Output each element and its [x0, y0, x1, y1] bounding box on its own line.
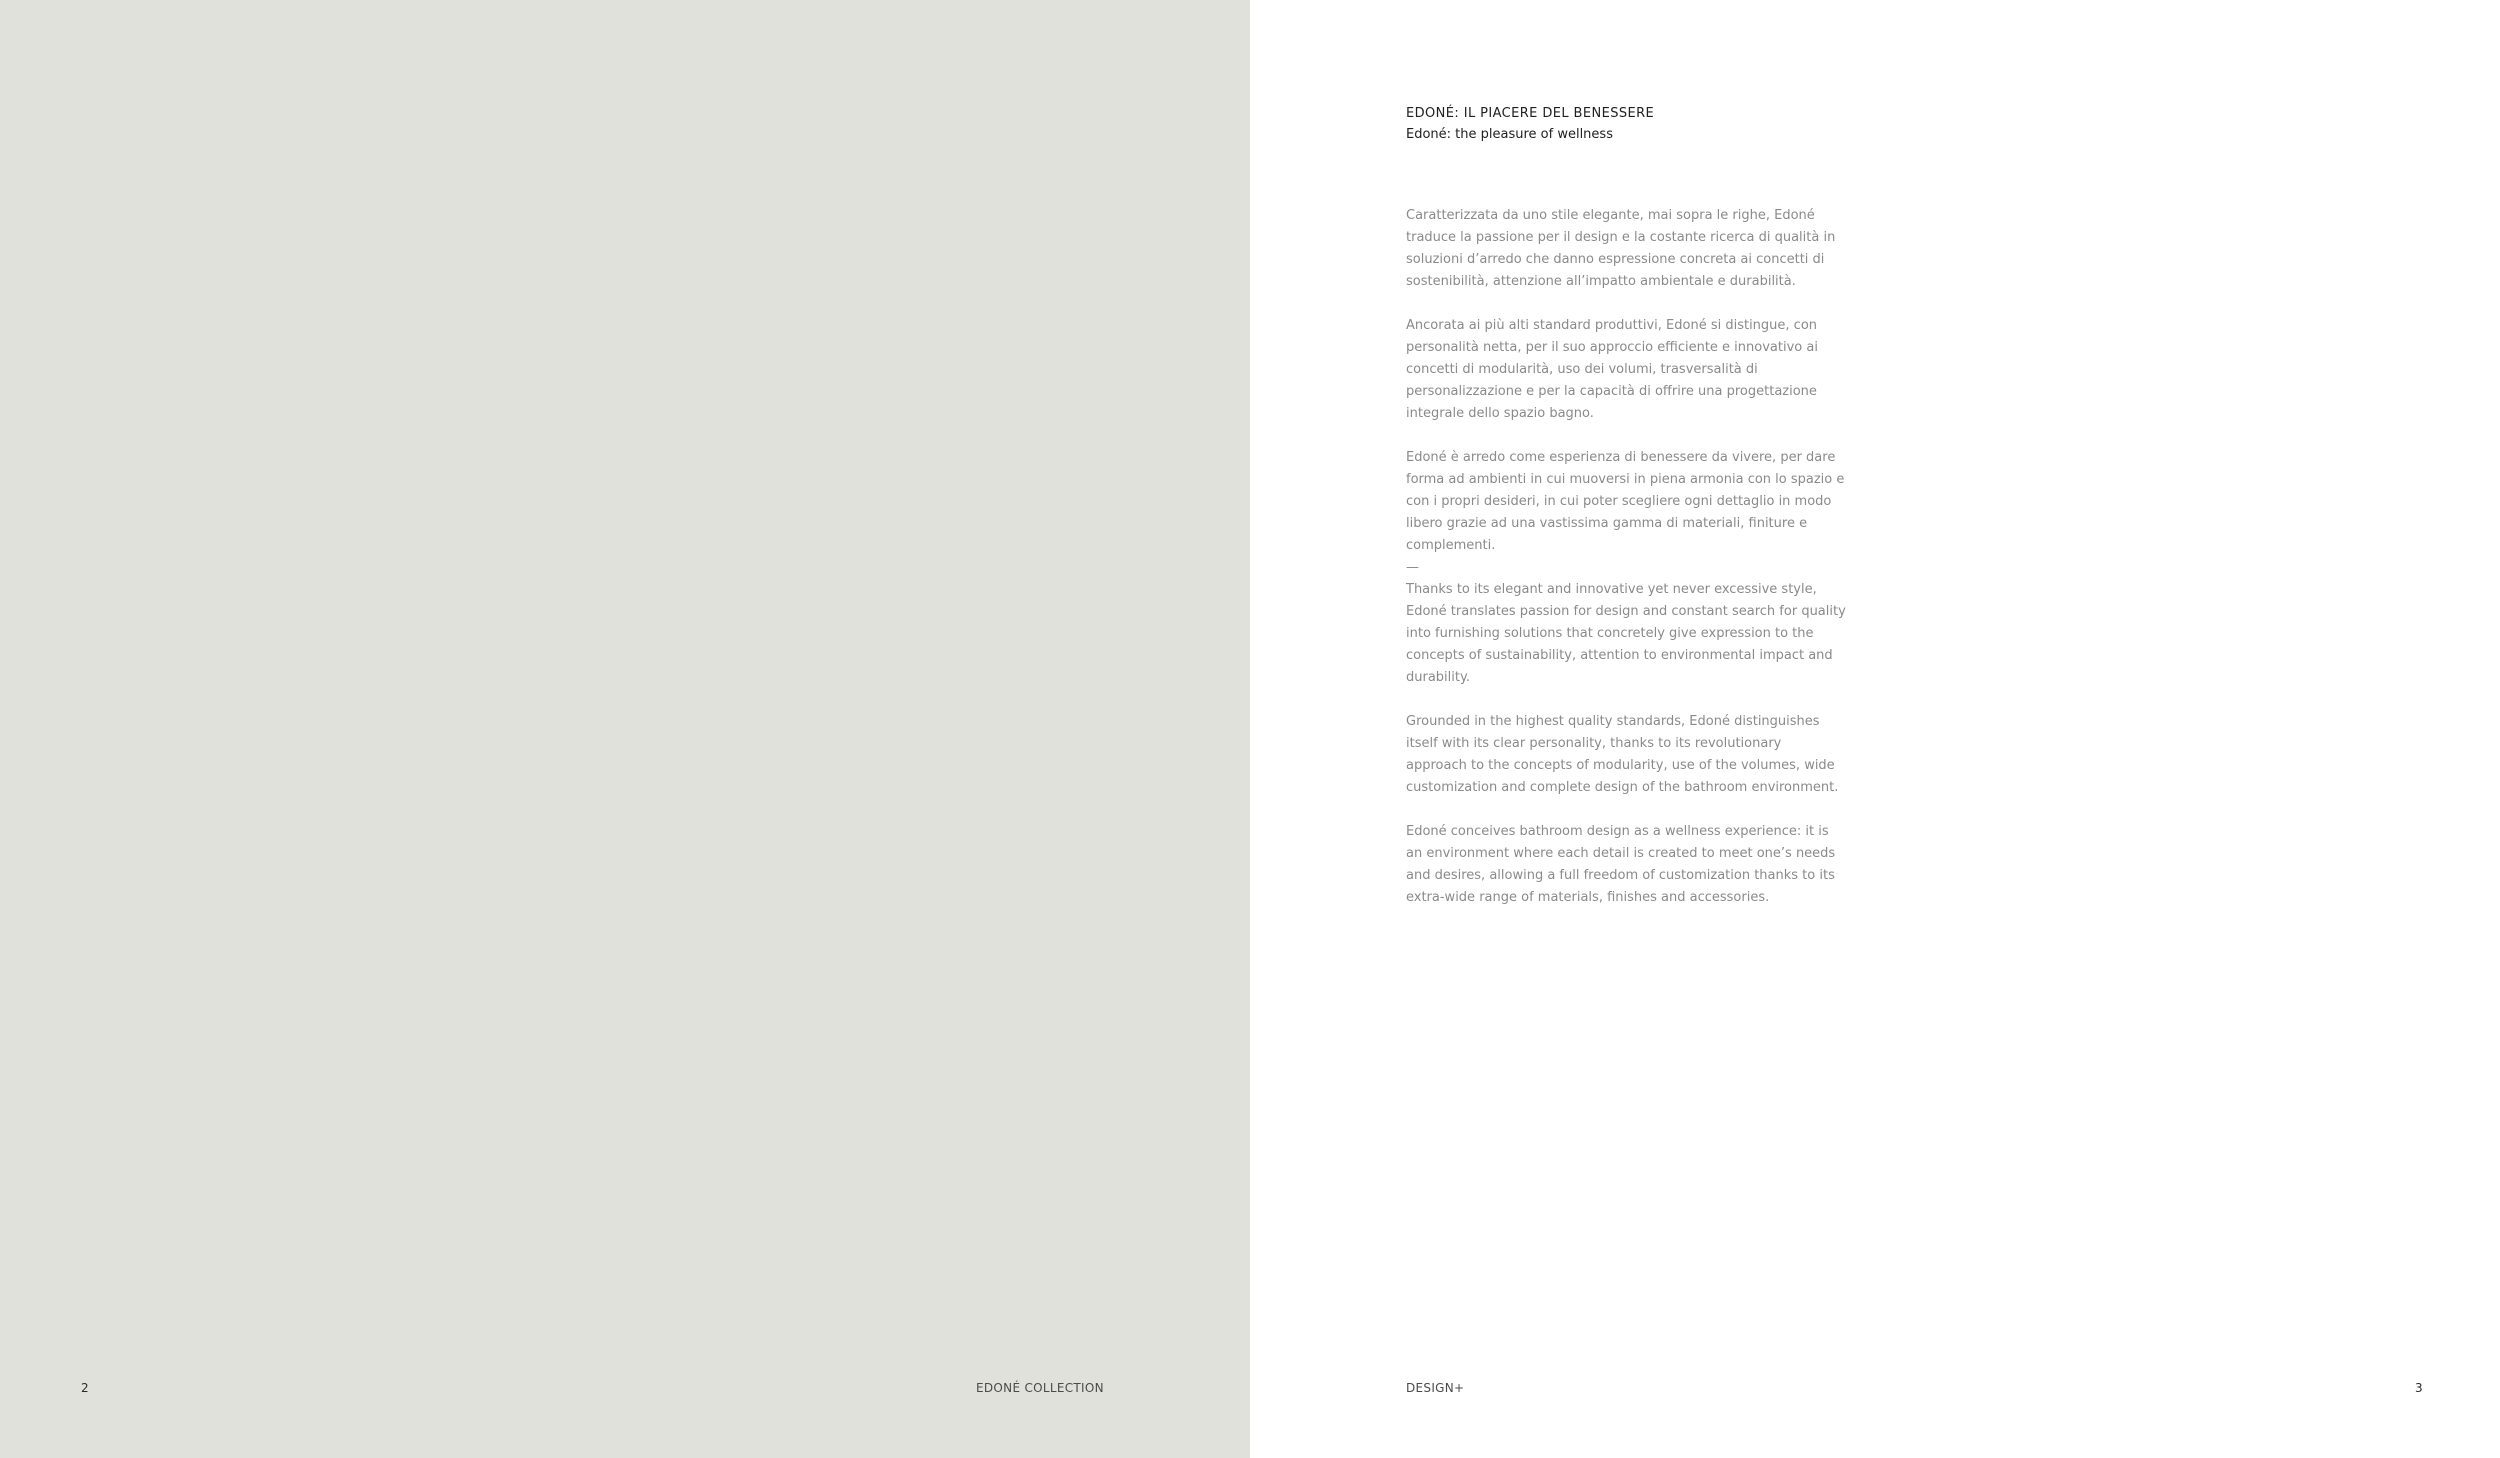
paragraph-en-3: Edoné conceives bathroom design as a wellness experience: it is an environment where each detail is created to meet one’s needs and desires, allowing a full freedom of customization thanks to its extra-wide range of materials, finishes and accessories. — [1406, 824, 1836, 905]
paragraph-it-1: Caratterizzata da uno stile elegante, mai sopra le righe, Edoné traduce la passione per il design e la costante ricerca di qualità in soluzioni d’arredo che danno espressione concreta ai concetti di sostenibilità, attenzione all’impatto ambientale e durabilità. — [1406, 208, 1836, 289]
paragraph-en-2: Grounded in the highest quality standards, Edoné distinguishes itself with its clear personality, thanks to its revolutionary approach to the concepts of modularity, use of the volumes, wide customization and complete design of the bathroom environment. — [1406, 714, 1839, 795]
left-page-number: 2 — [81, 1381, 89, 1395]
language-separator: — — [1406, 560, 1419, 575]
paragraph-it-2: Ancorata ai più alti standard produttivi, Edoné si distingue, con personalità netta, per il suo approccio efficiente e innovativo ai concetti di modularità, uso dei volumi, trasversalità di personalizzazione e per la capacità di offrire una progettazione integrale dello spazio bagno. — [1406, 318, 1818, 421]
right-page — [1250, 0, 2500, 1458]
left-running-title: EDONÉ COLLECTION — [976, 1381, 1104, 1395]
heading-italian: EDONÉ: IL PIACERE DEL BENESSERE — [1406, 106, 1655, 121]
body-text — [1406, 205, 1846, 909]
right-running-title: DESIGN+ — [1406, 1381, 1465, 1395]
heading-english: Edoné: the pleasure of wellness — [1406, 127, 1613, 142]
paragraph-it-3: Edoné è arredo come esperienza di benessere da vivere, per dare forma ad ambienti in cui muoversi in piena armonia con lo spazio e con i propri desideri, in cui poter scegliere ogni dettaglio in modo libero grazie ad una vastissima gamma di materiali, finiture e complementi. — [1406, 450, 1845, 553]
paragraph-en-1: Thanks to its elegant and innovative yet never excessive style, Edoné translates passion for design and constant search for quality into furnishing solutions that concretely give expression to the concepts of sustainability, attention to environmental impact and durability. — [1406, 582, 1846, 685]
right-page-number: 3 — [2415, 1381, 2423, 1395]
section-heading — [1406, 104, 1926, 146]
